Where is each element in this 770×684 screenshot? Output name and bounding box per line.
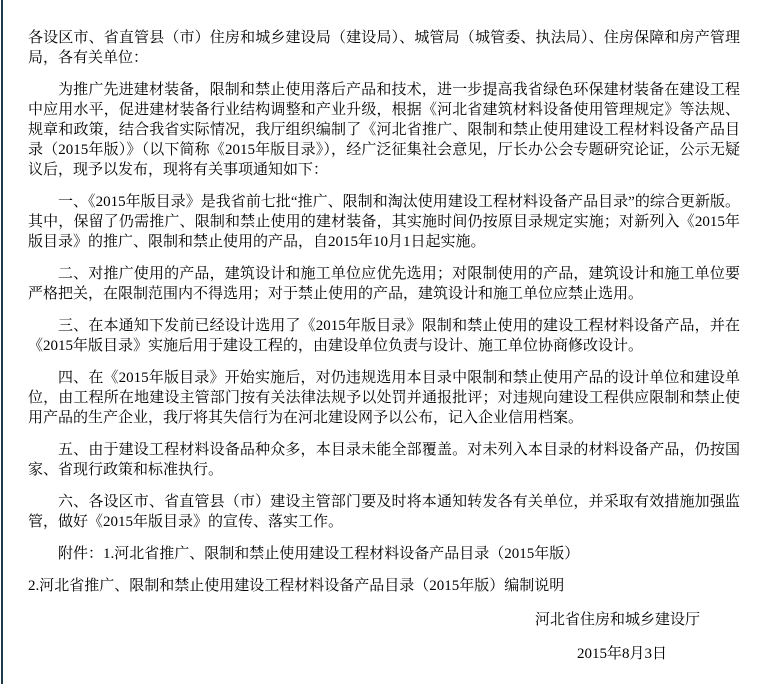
notice-document: [28, 28, 740, 676]
issuer-signature: 河北省住房和城乡建设厅: [534, 612, 700, 628]
notice-item-3: 三、在本通知下发前已经设计选用了《2015年版目录》限制和禁止使用的建设工程材料设备产品，并在《2015年版目录》实施后用于建设工程的，由建设单位负责与设计、施工单位协商修改设计。: [28, 318, 740, 354]
attachments-line-2: 2.河北省推广、限制和禁止使用建设工程材料设备产品目录（2015年版）编制说明: [28, 578, 565, 594]
notice-item-2: 二、对推广使用的产品，建筑设计和施工单位应优先选用；对限制使用的产品，建筑设计和施工单位要严格把关，在限制范围内不得选用；对于禁止使用的产品，建筑设计和施工单位应禁止选用。: [28, 266, 740, 302]
notice-item-1: 一、《2015年版目录》是我省前七批“推广、限制和淘汰使用建设工程材料设备产品目录”的综合更新版。其中，保留了仍需推广、限制和禁止使用的建材装备，其实施时间仍按原目录规定实施；对新列入《2015年版目录》的推广、限制和禁止使用的产品，自2015年10月1日起实施。: [28, 194, 740, 250]
attachments-line-1: 附件：1.河北省推广、限制和禁止使用建设工程材料设备产品目录（2015年版）: [58, 546, 580, 562]
page-left-border: [1, 0, 3, 684]
intro-paragraph: 为推广先进建材装备，限制和禁止使用落后产品和技术，进一步提高我省绿色环保建材装备在建设工程中应用水平，促进建材装备行业结构调整和产业升级，根据《河北省建筑材料设备使用管理规定》等法规、规章和政策，结合我省实际情况，我厅组织编制了《河北省推广、限制和禁止使用建设工程材料设备产品目录（2015年版）》（以下简称《2015年版目录》），经广泛征集社会意见，厅长办公会专题研究论证，公示无疑议后，现予以发布，现将有关事项通知如下：: [28, 82, 740, 178]
issue-date: 2015年8月3日: [576, 646, 667, 662]
notice-item-6: 六、各设区市、省直管县（市）建设主管部门要及时将本通知转发各有关单位，并采取有效措施加强监管，做好《2015年版目录》的宣传、落实工作。: [28, 494, 740, 530]
notice-item-4: 四、在《2015年版目录》开始实施后，对仍违规选用本目录中限制和禁止使用产品的设计单位和建设单位，由工程所在地建设主管部门按有关法律法规予以处罚并通报批评；对违规向建设工程供应限制和禁止使用产品的生产企业，我厅将其失信行为在河北建设网予以公布，记入企业信用档案。: [28, 370, 740, 426]
salutation: 各设区市、省直管县（市）住房和城乡建设局（建设局）、城管局（城管委、执法局）、住房保障和房产管理局，各有关单位：: [28, 30, 740, 66]
notice-item-5: 五、由于建设工程材料设备品种众多，本目录未能全部覆盖。对未列入本目录的材料设备产品，仍按国家、省现行政策和标准执行。: [28, 442, 740, 478]
